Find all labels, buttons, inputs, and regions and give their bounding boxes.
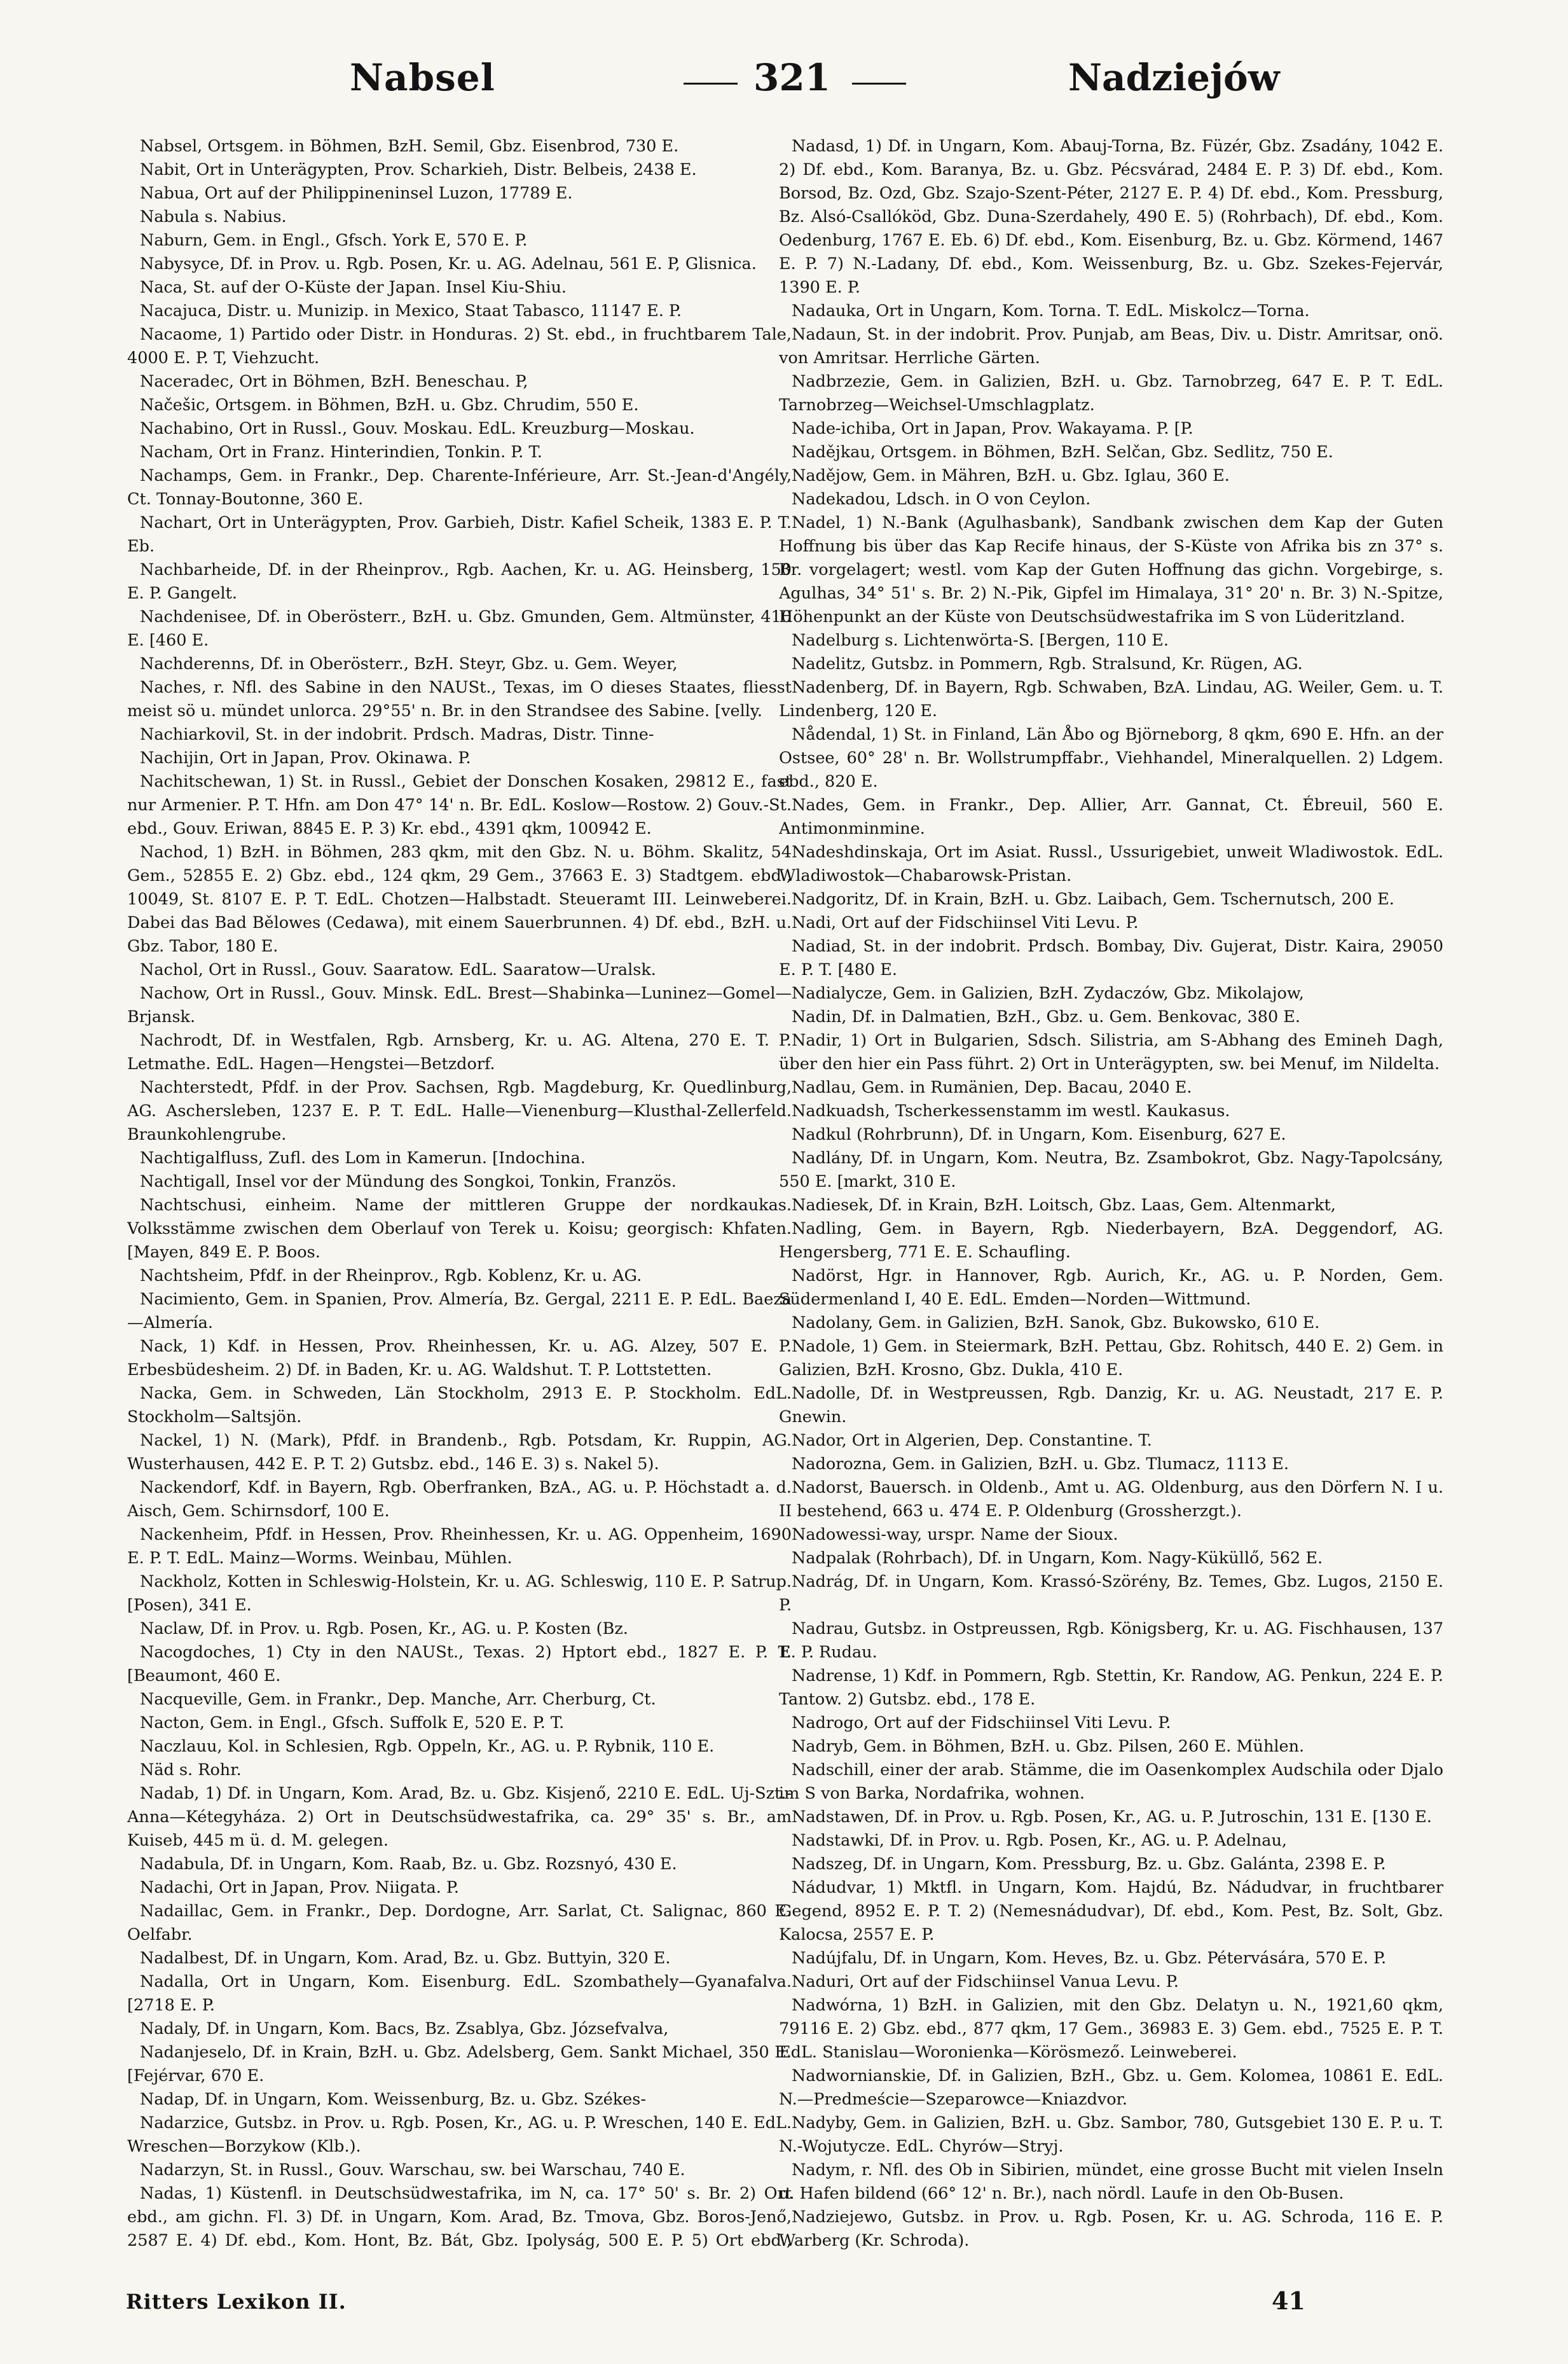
lexicon-entry: Nadabula, Df. in Ungarn, Kom. Raab, Bz. u. Gbz. Rozsnyó, 430 E. — [140, 1855, 677, 1874]
lexicon-entry: Nadin, Df. in Dalmatien, BzH., Gbz. u. Gem. Benkovac, 380 E. — [792, 1007, 1301, 1026]
lexicon-entry: Načešic, Ortsgem. in Böhmen, BzH. u. Gbz. Chrudim, 550 E. — [140, 396, 639, 415]
lexicon-entry: Naduri, Ort auf der Fidschiinsel Vanua Levu. P. — [792, 1972, 1179, 1991]
lexicon-entry: Nadlau, Gem. in Rumänien, Dep. Bacau, 2040 E. — [792, 1078, 1192, 1097]
header-rule-left — [684, 83, 738, 85]
lexicon-entry: Nadryb, Gem. in Böhmen, BzH. u. Gbz. Pilsen, 260 E. Mühlen. — [792, 1737, 1305, 1756]
lexicon-entry: Nachow, Ort in Russl., Gouv. Minsk. EdL. Brest—Shabinka—Luninez—Gomel—Brjansk. — [127, 984, 792, 1026]
lexicon-entry: Nacaome, 1) Partido oder Distr. in Honduras. 2) St. ebd., in fruchtbarem Tale, 4000 E. P. T, Viehzucht. — [127, 325, 792, 368]
lexicon-entry: Nadelitz, Gutsbz. in Pommern, Rgb. Stralsund, Kr. Rügen, AG. — [792, 654, 1303, 674]
lexicon-entry: Nabula s. Nabius. — [140, 207, 287, 226]
lexicon-entry: Nadbrzezie, Gem. in Galizien, BzH. u. Gbz. Tarnobrzeg, 647 E. P. T. EdL. Tarnobrzeg—Weichsel-Umschlagplatz. — [779, 372, 1443, 415]
lexicon-entry: Nådendal, 1) St. in Finland, Län Åbo og Björneborg, 8 qkm, 690 E. Hfn. an der Ostsee, 60° 28' n. Br. Wollstrumpffabr., Viehhandel, Mineralquellen. 2) Ldgem. ebd., 820 E. — [779, 725, 1443, 791]
lexicon-entry: Nadaly, Df. in Ungarn, Kom. Bacs, Bz. Zsablya, Gbz. Józsefvalva, — [140, 2019, 669, 2038]
lexicon-entry: Nadi, Ort auf der Fidschiinsel Viti Levu. P. — [792, 913, 1139, 932]
lexicon-entry: Nadiad, St. in der indobrit. Prdsch. Bombay, Div. Gujerat, Distr. Kaira, 29050 E. P. T. [480 E. — [779, 937, 1443, 979]
lexicon-entry: Nackenheim, Pfdf. in Hessen, Prov. Rheinhessen, Kr. u. AG. Oppenheim, 1690 E. P. T. EdL. Mainz—Worms. Weinbau, Mühlen. — [127, 1525, 792, 1568]
lexicon-entry: Nadachi, Ort in Japan, Prov. Niigata. P. — [140, 1878, 460, 1897]
lexicon-entry: Nacqueville, Gem. in Frankr., Dep. Manche, Arr. Cherburg, Ct. — [140, 1690, 656, 1709]
lexicon-entry: Nadekadou, Ldsch. in O von Ceylon. — [792, 490, 1091, 509]
lexicon-entry: Nadir, 1) Ort in Bulgarien, Sdsch. Silistria, am S-Abhang des Emineh Dagh, über den hier ein Pass führt. 2) Ort in Unterägypten, sw. bei Menuf, im Nildelta. — [779, 1031, 1443, 1074]
lexicon-entry: Nadolle, Df. in Westpreussen, Rgb. Danzig, Kr. u. AG. Neustadt, 217 E. P. Gnewin. — [779, 1384, 1443, 1427]
lexicon-entry: Nachdenisee, Df. in Oberösterr., BzH. u. Gbz. Gmunden, Gem. Altmünster, 410 E. [460 E. — [127, 607, 792, 650]
lexicon-entry: Nadkul (Rohrbrunn), Df. in Ungarn, Kom. Eisenburg, 627 E. — [792, 1125, 1286, 1144]
lexicon-entry: Naburn, Gem. in Engl., Gfsch. York E, 570 E. P. — [140, 231, 528, 250]
lexicon-entry: Nadrense, 1) Kdf. in Pommern, Rgb. Stettin, Kr. Randow, AG. Penkun, 224 E. P. Tantow. 2) Gutsbz. ebd., 178 E. — [779, 1666, 1443, 1709]
lexicon-entry: Nadorozna, Gem. in Galizien, BzH. u. Gbz. Tlumacz, 1113 E. — [792, 1455, 1289, 1474]
lexicon-entry: Naca, St. auf der O-Küste der Japan. Insel Kiu-Shiu. — [140, 278, 567, 297]
lexicon-entry: Nadym, r. Nfl. des Ob in Sibirien, mündet, eine grosse Bucht mit vielen Inseln u. Hafen bildend (66° 12' n. Br.), nach nördl. Laufe in den Ob-Busen. — [779, 2160, 1443, 2203]
lexicon-entry: Nadalla, Ort in Ungarn, Kom. Eisenburg. EdL. Szombathely—Gyanafalva. [2718 E. P. — [127, 1972, 792, 2015]
lexicon-entry: Nadanjeselo, Df. in Krain, BzH. u. Gbz. Adelsberg, Gem. Sankt Michael, 350 E. [Fejérvar, 670 E. — [127, 2043, 792, 2085]
lexicon-entry: Nachbarheide, Df. in der Rheinprov., Rgb. Aachen, Kr. u. AG. Heinsberg, 150 E. P. Gangelt. — [127, 560, 792, 603]
lexicon-entry: Naches, r. Nfl. des Sabine in den NAUSt., Texas, im O dieses Staates, fliesst meist sö u. mündet unlorca. 29°55' n. Br. in den Strandsee des Sabine. [velly. — [127, 678, 792, 721]
lexicon-entry: Nadelburg s. Lichtenwörta-S. [Bergen, 110 E. — [792, 631, 1169, 650]
lexicon-entry: Nadasd, 1) Df. in Ungarn, Kom. Abauj-Torna, Bz. Füzér, Gbz. Zsadány, 1042 E. 2) Df. ebd., Kom. Baranya, Bz. u. Gbz. Pécsvárad, 2484 E. P. 3) Df. ebd., Kom. Borsod, Bz. Ozd, Gbz. Szajo-Szent-Péter, 2127 E. P. 4) Df. ebd., Kom. Pressburg, Bz. Alsó-Csallóköd, Gbz. Duna-Szerdahely, 490 E. 5) (Rohrbach), Df. ebd., Kom. Oedenburg, 1767 E. Eb. 6) Df. ebd., Kom. Eisenburg, Bz. u. Gbz. Körmend, 1467 E. P. 7) N.-Ladany, Df. ebd., Kom. Weissenburg, Bz. u. Gbz. Szekes-Fejervár, 1390 E. P. — [779, 137, 1443, 297]
lexicon-entry: Nadel, 1) N.-Bank (Agulhasbank), Sandbank zwischen dem Kap der Guten Hoffnung bis über das Kap Recife hinaus, der S-Küste von Afrika bis zn 37° s. Br. vorgelagert; westl. vom Kap der Guten Hoffnung das gichn. Vorgebirge, s. Agulhas, 34° 51' s. Br. 2) N.-Pik, Gipfel im Himalaya, 31° 20' n. Br. 3) N.-Spitze, Höhenpunkt an der Küste von Deutschsüdwestafrika im S von Lüderitzland. — [779, 513, 1443, 626]
lexicon-entry: Nadrág, Df. in Ungarn, Kom. Krassó-Szörény, Bz. Temes, Gbz. Lugos, 2150 E. P. — [779, 1572, 1443, 1615]
lexicon-entry: Nadorst, Bauersch. in Oldenb., Amt u. AG. Oldenburg, aus den Dörfern N. I u. II bestehend, 663 u. 474 E. P. Oldenburg (Grossherzgt.). — [779, 1478, 1443, 1521]
lexicon-entry: Naclaw, Df. in Prov. u. Rgb. Posen, Kr., AG. u. P. Kosten (Bz. — [140, 1619, 628, 1638]
lexicon-entry: Nador, Ort in Algerien, Dep. Constantine. T. — [792, 1431, 1152, 1450]
lexicon-entry: Nadstawen, Df. in Prov. u. Rgb. Posen, Kr., AG. u. P. Jutroschin, 131 E. [130 E. — [792, 1808, 1432, 1827]
page-header — [127, 56, 1441, 126]
lexicon-entry: Nabit, Ort in Unterägypten, Prov. Scharkieh, Distr. Belbeis, 2438 E. — [140, 160, 697, 179]
lexicon-entry: Nackholz, Kotten in Schleswig-Holstein, Kr. u. AG. Schleswig, 110 E. P. Satrup. [Posen), 341 E. — [127, 1572, 792, 1615]
lexicon-entry: Nadpalak (Rohrbach), Df. in Ungarn, Kom. Nagy-Küküllő, 562 E. — [792, 1549, 1323, 1568]
lexicon-entry: Nachabino, Ort in Russl., Gouv. Moskau. EdL. Kreuzburg—Moskau. — [140, 419, 695, 438]
lexicon-entry: Nadole, 1) Gem. in Steiermark, BzH. Pettau, Gbz. Rohitsch, 440 E. 2) Gem. in Galizien, BzH. Krosno, Gbz. Dukla, 410 E. — [779, 1337, 1443, 1379]
lexicon-entry: Nachitschewan, 1) St. in Russl., Gebiet der Donschen Kosaken, 29812 E., fast nur Armenier. P. T. Hfn. am Don 47° 14' n. Br. EdL. Koslow—Rostow. 2) Gouv.-St. ebd., Gouv. Eriwan, 8845 E. P. 3) Kr. ebd., 4391 qkm, 100942 E. — [127, 772, 792, 838]
lexicon-entry: Nadeshdinskaja, Ort im Asiat. Russl., Ussurigebiet, unweit Wladiwostok. EdL. Wladiwostok—Chabarowsk-Pristan. — [779, 843, 1443, 885]
lexicon-entry: Nadschill, einer der arab. Stämme, die im Oasenkomplex Audschila oder Djalo im S von Barka, Nordafrika, wohnen. — [779, 1760, 1443, 1803]
lexicon-entry: Naczlauu, Kol. in Schlesien, Rgb. Oppeln, Kr., AG. u. P. Rybnik, 110 E. — [140, 1737, 715, 1756]
lexicon-entry: Nackel, 1) N. (Mark), Pfdf. in Brandenb., Rgb. Potsdam, Kr. Ruppin, AG. Wusterhausen, 442 E. P. T. 2) Gutsbz. ebd., 146 E. 3) s. Nakel 5). — [127, 1431, 792, 1474]
lexicon-entry: Näd s. Rohr. — [140, 1760, 242, 1780]
lexicon-entry: Nadolany, Gem. in Galizien, BzH. Sanok, Gbz. Bukowsko, 610 E. — [792, 1313, 1320, 1332]
lexicon-entry: Nack, 1) Kdf. in Hessen, Prov. Rheinhessen, Kr. u. AG. Alzey, 507 E. P. Erbesbüdesheim. 2) Df. in Baden, Kr. u. AG. Waldshut. T. P. Lottstetten. — [127, 1337, 792, 1379]
lexicon-entry: Nadrogo, Ort auf der Fidschiinsel Viti Levu. P. — [792, 1713, 1171, 1732]
lexicon-entry: Nabsel, Ortsgem. in Böhmen, BzH. Semil, Gbz. Eisenbrod, 730 E. — [140, 137, 679, 156]
lexicon-entry: Nadszeg, Df. in Ungarn, Kom. Pressburg, Bz. u. Gbz. Galánta, 2398 E. P. — [792, 1855, 1386, 1874]
lexicon-entry: Nachod, 1) BzH. in Böhmen, 283 qkm, mit den Gbz. N. u. Böhm. Skalitz, 54 Gem., 52855 E. 2) Gbz. ebd., 124 qkm, 29 Gem., 37663 E. 3) Stadtgem. ebd., 10049, St. 8107 E. P. T. EdL. Chotzen—Halbstadt. Steueramt III. Leinweberei. Dabei das Bad Bělowes (Cedawa), mit einem Sauerbrunnen. 4) Df. ebd., BzH. u. Gbz. Tabor, 180 E. — [127, 843, 792, 956]
lexicon-entry: Nadling, Gem. in Bayern, Rgb. Niederbayern, BzA. Deggendorf, AG. Hengersberg, 771 E. E. Schaufling. — [779, 1219, 1443, 1262]
lexicon-entry: Nadějkau, Ortsgem. in Böhmen, BzH. Selčan, Gbz. Sedlitz, 750 E. — [792, 443, 1333, 462]
lexicon-entry: Nacton, Gem. in Engl., Gfsch. Suffolk E, 520 E. P. T. — [140, 1713, 565, 1732]
lexicon-entry: Nadújfalu, Df. in Ungarn, Kom. Heves, Bz. u. Gbz. Pétervására, 570 E. P. — [792, 1949, 1387, 1968]
lexicon-entry: Nadrau, Gutsbz. in Ostpreussen, Rgb. Königsberg, Kr. u. AG. Fischhausen, 137 E. P. Rudau. — [779, 1619, 1443, 1662]
lexicon-entry: Nadiesek, Df. in Krain, BzH. Loitsch, Gbz. Laas, Gem. Altenmarkt, — [792, 1196, 1336, 1215]
lexicon-entry: Nachtsheim, Pfdf. in der Rheinprov., Rgb. Koblenz, Kr. u. AG. — [140, 1266, 642, 1285]
header-keyword-left: Nabsel — [350, 56, 495, 99]
lexicon-entry: Nadas, 1) Küstenfl. in Deutschsüdwestafrika, im N, ca. 17° 50' s. Br. 2) Ort ebd., am gichn. Fl. 3) Df. in Ungarn, Kom. Arad, Bz. Tmova, Gbz. Boros-Jenő, 2587 E. 4) Df. ebd., Kom. Hont, Bz. Bát, Gbz. Ipolyság, 500 E. P. 5) Ort ebd., — [127, 2184, 792, 2250]
lexicon-entry: Nachrodt, Df. in Westfalen, Rgb. Arnsberg, Kr. u. AG. Altena, 270 E. T. P. Letmathe. EdL. Hagen—Hengstei—Betzdorf. — [127, 1031, 792, 1074]
lexicon-entry: Nade-ichiba, Ort in Japan, Prov. Wakayama. P. [P. — [792, 419, 1193, 438]
lexicon-entry: Nadkuadsh, Tscherkessenstamm im westl. Kaukasus. — [792, 1102, 1230, 1121]
lexicon-entry: Nacka, Gem. in Schweden, Län Stockholm, 2913 E. P. Stockholm. EdL. Stockholm—Saltsjön. — [127, 1384, 792, 1427]
lexicon-entry: Nachiarkovil, St. in der indobrit. Prdsch. Madras, Distr. Tinne- — [140, 725, 654, 744]
footer-sheet-number: 41 — [1272, 2286, 1305, 2315]
lexicon-entry: Nachderenns, Df. in Oberösterr., BzH. Steyr, Gbz. u. Gem. Weyer, — [140, 654, 678, 674]
lexicon-entry: Nadziejewo, Gutsbz. in Prov. u. Rgb. Posen, Kr. u. AG. Schroda, 116 E. P. Warberg (Kr. Schroda). — [779, 2208, 1443, 2250]
lexicon-entry: Nadgoritz, Df. in Krain, BzH. u. Gbz. Laibach, Gem. Tschernutsch, 200 E. — [792, 890, 1394, 909]
lexicon-entry: Nachtigall, Insel vor der Mündung des Songkoi, Tonkin, Französ. — [140, 1172, 677, 1191]
lexicon-entry: Nadowessi-way, urspr. Name der Sioux. — [792, 1525, 1118, 1544]
lexicon-entry: Nadarzice, Gutsbz. in Prov. u. Rgb. Posen, Kr., AG. u. P. Wreschen, 140 E. EdL. Wreschen—Borzykow (Klb.). — [127, 2113, 792, 2156]
lexicon-entry: Nadalbest, Df. in Ungarn, Kom. Arad, Bz. u. Gbz. Buttyin, 320 E. — [140, 1949, 671, 1968]
lexicon-entry: Nabua, Ort auf der Philippineninsel Luzon, 17789 E. — [140, 184, 573, 203]
lexicon-entry: Nadap, Df. in Ungarn, Kom. Weissenburg, Bz. u. Gbz. Székes- — [140, 2090, 646, 2109]
lexicon-entry: Nadějow, Gem. in Mähren, BzH. u. Gbz. Iglau, 360 E. — [792, 466, 1230, 485]
lexicon-entry: Nadörst, Hgr. in Hannover, Rgb. Aurich, Kr., AG. u. P. Norden, Gem. Südermenland I, 40 E. EdL. Emden—Norden—Wittmund. — [779, 1266, 1443, 1309]
lexicon-entry: Nadab, 1) Df. in Ungarn, Kom. Arad, Bz. u. Gbz. Kisjenő, 2210 E. EdL. Uj-Szt.-Anna—Kétegyháza. 2) Ort in Deutschsüdwestafrika, ca. 29° 35' s. Br., am Kuiseb, 445 m ü. d. M. gelegen. — [127, 1784, 792, 1850]
lexicon-entry: Nadaillac, Gem. in Frankr., Dep. Dordogne, Arr. Sarlat, Ct. Salignac, 860 E. Oelfabr. — [127, 1902, 792, 1944]
lexicon-entry: Naceradec, Ort in Böhmen, BzH. Beneschau. P, — [140, 372, 528, 391]
page-number: 321 — [753, 56, 831, 99]
lexicon-entry: Nadyby, Gem. in Galizien, BzH. u. Gbz. Sambor, 780, Gutsgebiet 130 E. P. u. T. N.-Wojutycze. EdL. Chyrów—Stryj. — [779, 2113, 1443, 2156]
lexicon-entry: Nachijin, Ort in Japan, Prov. Okinawa. P. — [140, 749, 471, 768]
lexicon-entry: Nadarzyn, St. in Russl., Gouv. Warschau, sw. bei Warschau, 740 E. — [140, 2160, 685, 2180]
lexicon-entry: Nadialycze, Gem. in Galizien, BzH. Zydaczów, Gbz. Mikolajow, — [792, 984, 1304, 1003]
lexicon-entry: Nadauka, Ort in Ungarn, Kom. Torna. T. EdL. Miskolcz—Torna. — [792, 301, 1310, 321]
lexicon-entry: Nachterstedt, Pfdf. in der Prov. Sachsen, Rgb. Magdeburg, Kr. Quedlinburg, AG. Aschersleben, 1237 E. P. T. EdL. Halle—Vienenburg—Klusthal-Zellerfeld. Braunkohlengrube. — [127, 1078, 792, 1144]
lexicon-entry: Nabysyce, Df. in Prov. u. Rgb. Posen, Kr. u. AG. Adelnau, 561 E. P, Glisnica. — [140, 254, 757, 273]
lexicon-entry: Nadwornianskie, Df. in Galizien, BzH., Gbz. u. Gem. Kolomea, 10861 E. EdL. N.—Predmeście—Szeparowce—Kniazdvor. — [779, 2066, 1443, 2109]
lexicon-entry: Nachamps, Gem. in Frankr., Dep. Charente-Inférieure, Arr. St.-Jean-d'Angély, Ct. Tonnay-Boutonne, 360 E. — [127, 466, 792, 509]
header-rule-right — [852, 83, 906, 85]
lexicon-entry: Nachol, Ort in Russl., Gouv. Saaratow. EdL. Saaratow—Uralsk. — [140, 960, 656, 979]
lexicon-entry: Nadstawki, Df. in Prov. u. Rgb. Posen, Kr., AG. u. P. Adelnau, — [792, 1831, 1287, 1850]
left-column — [127, 135, 792, 2253]
right-column — [779, 135, 1443, 2253]
lexicon-entry: Nachtschusi, einheim. Name der mittleren Gruppe der nordkaukas. Volksstämme zwischen dem Oberlauf von Terek u. Koisu; georgisch: Khfaten. [Mayen, 849 E. P. Boos. — [127, 1196, 792, 1262]
lexicon-entry: Nachtigalfluss, Zufl. des Lom in Kamerun. [Indochina. — [140, 1149, 586, 1168]
lexicon-entry: Nadlány, Df. in Ungarn, Kom. Neutra, Bz. Zsambokrot, Gbz. Nagy-Tapolcsány, 550 E. [markt, 310 E. — [779, 1149, 1443, 1191]
lexicon-entry: Nádudvar, 1) Mktfl. in Ungarn, Kom. Hajdú, Bz. Nádudvar, in fruchtbarer Gegend, 8952 E. P. T. 2) (Nemesnádudvar), Df. ebd., Kom. Pest, Bz. Solt, Gbz. Kalocsa, 2557 E. P. — [779, 1878, 1443, 1944]
lexicon-entry: Nadenberg, Df. in Bayern, Rgb. Schwaben, BzA. Lindau, AG. Weiler, Gem. u. T. Lindenberg, 120 E. — [779, 678, 1443, 721]
lexicon-entry: Nadwórna, 1) BzH. in Galizien, mit den Gbz. Delatyn u. N., 1921,60 qkm, 79116 E. 2) Gbz. ebd., 877 qkm, 17 Gem., 36983 E. 3) Gem. ebd., 7525 E. P. T. EdL. Stanislau—Woronienka—Körösmező. Leinweberei. — [779, 1996, 1443, 2062]
lexicon-entry: Nadaun, St. in der indobrit. Prov. Punjab, am Beas, Div. u. Distr. Amritsar, onö. von Amritsar. Herrliche Gärten. — [779, 325, 1443, 368]
lexicon-entry: Nachart, Ort in Unterägypten, Prov. Garbieh, Distr. Kafiel Scheik, 1383 E. P. T. Eb. — [127, 513, 792, 556]
lexicon-entry: Nacham, Ort in Franz. Hinterindien, Tonkin. P. T. — [140, 443, 542, 462]
header-keyword-right: Nadziejów — [1068, 56, 1280, 99]
lexicon-entry: Nades, Gem. in Frankr., Dep. Allier, Arr. Gannat, Ct. Ébreuil, 560 E. Antimonminmine. — [779, 796, 1443, 838]
lexicon-entry: Nacajuca, Distr. u. Munizip. in Mexico, Staat Tabasco, 11147 E. P. — [140, 301, 682, 321]
lexicon-entry: Nacimiento, Gem. in Spanien, Prov. Almería, Bz. Gergal, 2211 E. P. EdL. Baeza—Almería. — [127, 1290, 792, 1332]
footer-signature: Ritters Lexikon II. — [126, 2290, 347, 2314]
lexicon-entry: Nacogdoches, 1) Cty in den NAUSt., Texas. 2) Hptort ebd., 1827 E. P. T. [Beaumont, 460 E. — [127, 1643, 792, 1685]
lexicon-entry: Nackendorf, Kdf. in Bayern, Rgb. Oberfranken, BzA., AG. u. P. Höchstadt a. d. Aisch, Gem. Schirnsdorf, 100 E. — [127, 1478, 792, 1521]
